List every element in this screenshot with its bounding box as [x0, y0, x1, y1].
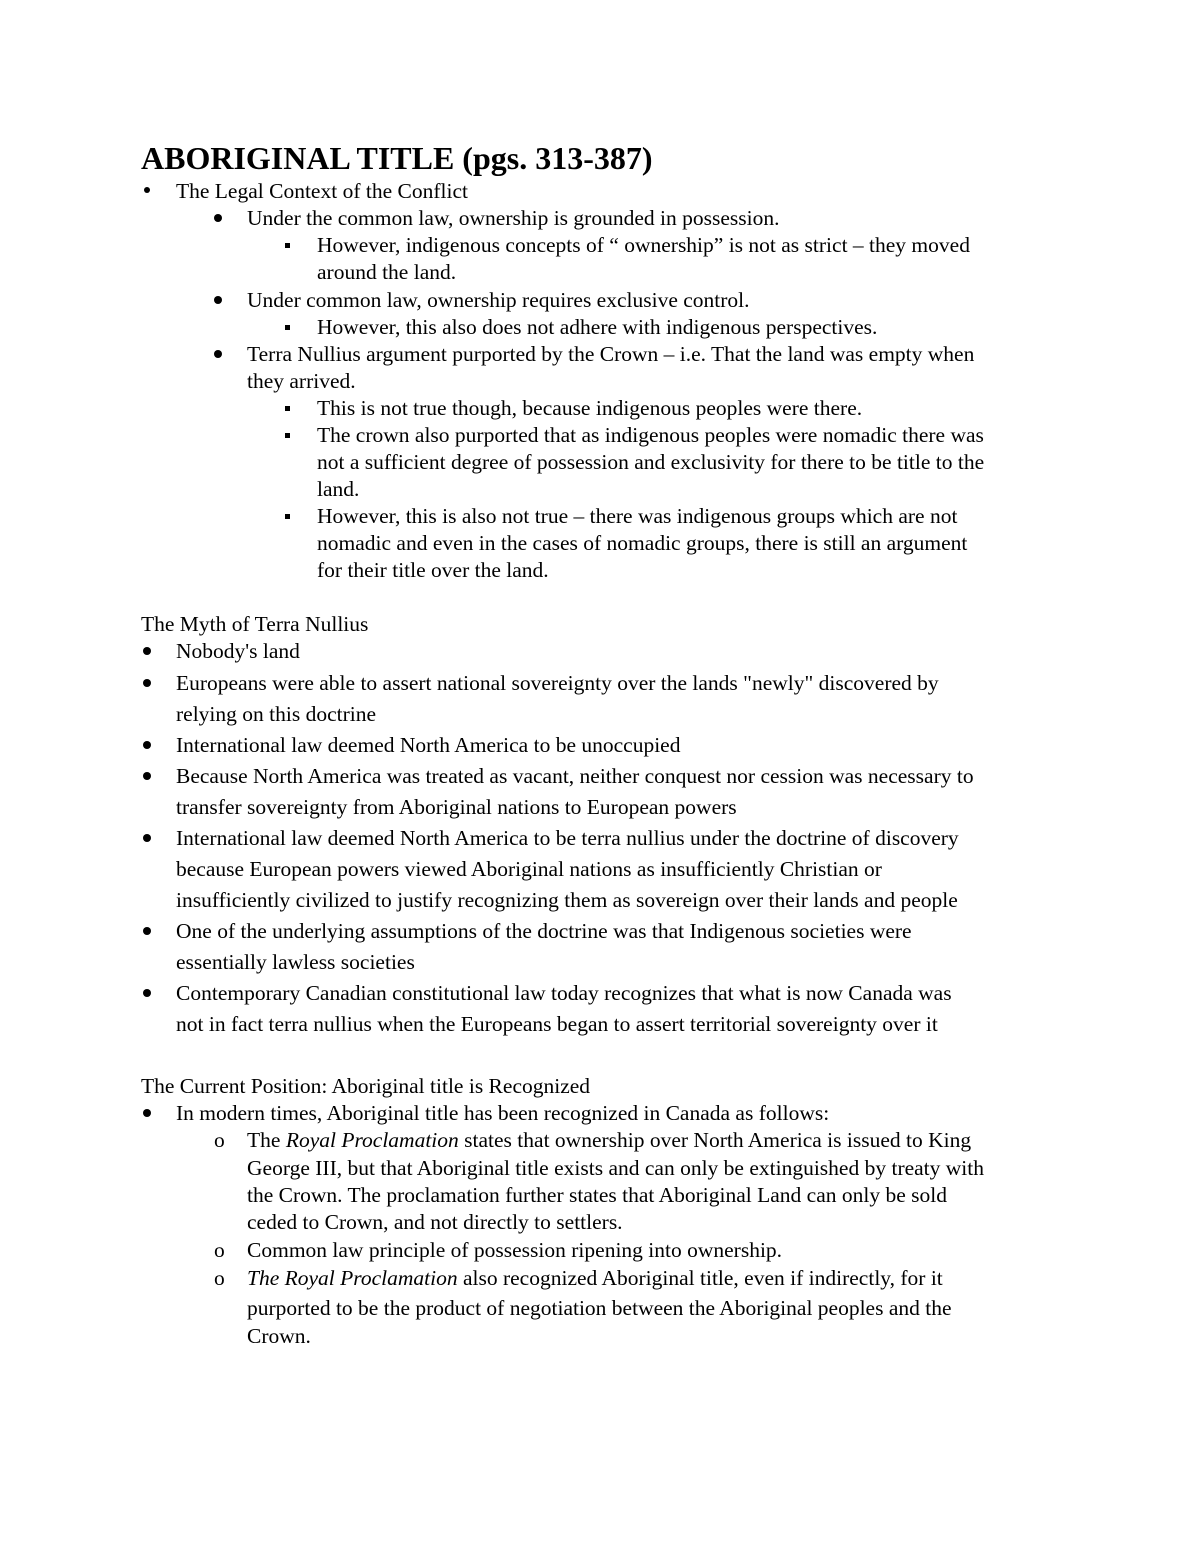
- list-item: However, this is also not true – there was indigenous groups which are not: [317, 504, 958, 528]
- list-item: land.: [317, 477, 360, 501]
- bullet-icon: [143, 1109, 151, 1117]
- list-item: Crown.: [247, 1324, 311, 1348]
- bullet-icon: [143, 834, 151, 842]
- bullet-icon: [214, 214, 222, 222]
- list-item: International law deemed North America to be terra nullius under the doctrine of discovery: [176, 826, 959, 850]
- square-bullet-icon: [285, 243, 290, 248]
- bullet-icon: [143, 647, 151, 655]
- list-item: because European powers viewed Aboriginal nations as insufficiently Christian or: [176, 857, 882, 881]
- bullet-icon: [143, 989, 151, 997]
- section2-heading: The Myth of Terra Nullius: [141, 612, 369, 636]
- list-item: Nobody's land: [176, 639, 300, 663]
- list-item: around the land.: [317, 260, 457, 284]
- bullet-icon: [214, 350, 222, 358]
- list-item-text: The: [247, 1128, 286, 1152]
- list-item: not a sufficient degree of possession and exclusivity for there to be title to the: [317, 450, 985, 474]
- list-item: relying on this doctrine: [176, 702, 377, 726]
- bullet-icon: [143, 679, 151, 687]
- list-item: This is not true though, because indigenous peoples were there.: [317, 396, 863, 420]
- italic-title: Royal Proclamation: [285, 1128, 459, 1152]
- list-item: for their title over the land.: [317, 558, 549, 582]
- list-item: Contemporary Canadian constitutional law today recognizes that what is now Canada was: [176, 981, 952, 1005]
- list-item: However, indigenous concepts of “ ownership” is not as strict – they moved: [317, 233, 970, 257]
- section3-heading: The Current Position: Aboriginal title is Recognized: [141, 1074, 591, 1098]
- list-item: Terra Nullius argument purported by the Crown – i.e. That the land was empty when: [247, 342, 975, 366]
- list-item: ceded to Crown, and not directly to settlers.: [247, 1210, 623, 1234]
- section1-heading: The Legal Context of the Conflict: [176, 179, 468, 203]
- list-item: purported to be the product of negotiation between the Aboriginal peoples and the: [247, 1296, 952, 1320]
- list-item: essentially lawless societies: [176, 950, 415, 974]
- list-item: George III, but that Aboriginal title exists and can only be extinguished by treaty with: [247, 1156, 985, 1180]
- circle-bullet-icon: o: [214, 1266, 225, 1290]
- bullet-icon: [214, 296, 222, 304]
- bullet-icon: [144, 187, 150, 193]
- list-item: not in fact terra nullius when the Europeans began to assert territorial sovereignty over it: [176, 1012, 938, 1036]
- list-item: [247, 1265, 943, 1291]
- list-item: the Crown. The proclamation further states that Aboriginal Land can only be sold: [247, 1183, 947, 1207]
- circle-bullet-icon: o: [214, 1238, 225, 1262]
- list-item: [247, 1127, 971, 1153]
- list-item: nomadic and even in the cases of nomadic groups, there is still an argument: [317, 531, 968, 555]
- square-bullet-icon: [285, 433, 290, 438]
- bullet-icon: [143, 927, 151, 935]
- list-item: International law deemed North America to be unoccupied: [176, 733, 681, 757]
- list-item: Europeans were able to assert national sovereignty over the lands "newly" discovered by: [176, 671, 939, 695]
- list-item: The crown also purported that as indigenous peoples were nomadic there was: [317, 423, 984, 447]
- list-item-text: states that ownership over North America is issued to King: [458, 1128, 972, 1152]
- list-item: Under common law, ownership requires exclusive control.: [247, 288, 750, 312]
- circle-bullet-icon: o: [214, 1128, 225, 1152]
- list-item: transfer sovereignty from Aboriginal nations to European powers: [176, 795, 737, 819]
- list-item: Because North America was treated as vacant, neither conquest nor cession was necessary to: [176, 764, 974, 788]
- list-item: In modern times, Aboriginal title has been recognized in Canada as follows:: [176, 1101, 830, 1125]
- list-item: However, this also does not adhere with indigenous perspectives.: [317, 315, 878, 339]
- list-item: they arrived.: [247, 369, 356, 393]
- bullet-icon: [143, 772, 151, 780]
- list-item: One of the underlying assumptions of the doctrine was that Indigenous societies were: [176, 919, 912, 943]
- square-bullet-icon: [285, 514, 290, 519]
- list-item: Common law principle of possession ripening into ownership.: [247, 1238, 783, 1262]
- bullet-icon: [143, 741, 151, 749]
- list-item-text: also recognized Aboriginal title, even if indirectly, for it: [457, 1266, 943, 1290]
- italic-title: The Royal Proclamation: [247, 1266, 458, 1290]
- square-bullet-icon: [285, 406, 290, 411]
- square-bullet-icon: [285, 325, 290, 330]
- list-item: insufficiently civilized to justify recognizing them as sovereign over their lands and people: [176, 888, 958, 912]
- page-title: ABORIGINAL TITLE (pgs. 313-387): [141, 140, 653, 176]
- list-item: Under the common law, ownership is grounded in possession.: [247, 206, 780, 230]
